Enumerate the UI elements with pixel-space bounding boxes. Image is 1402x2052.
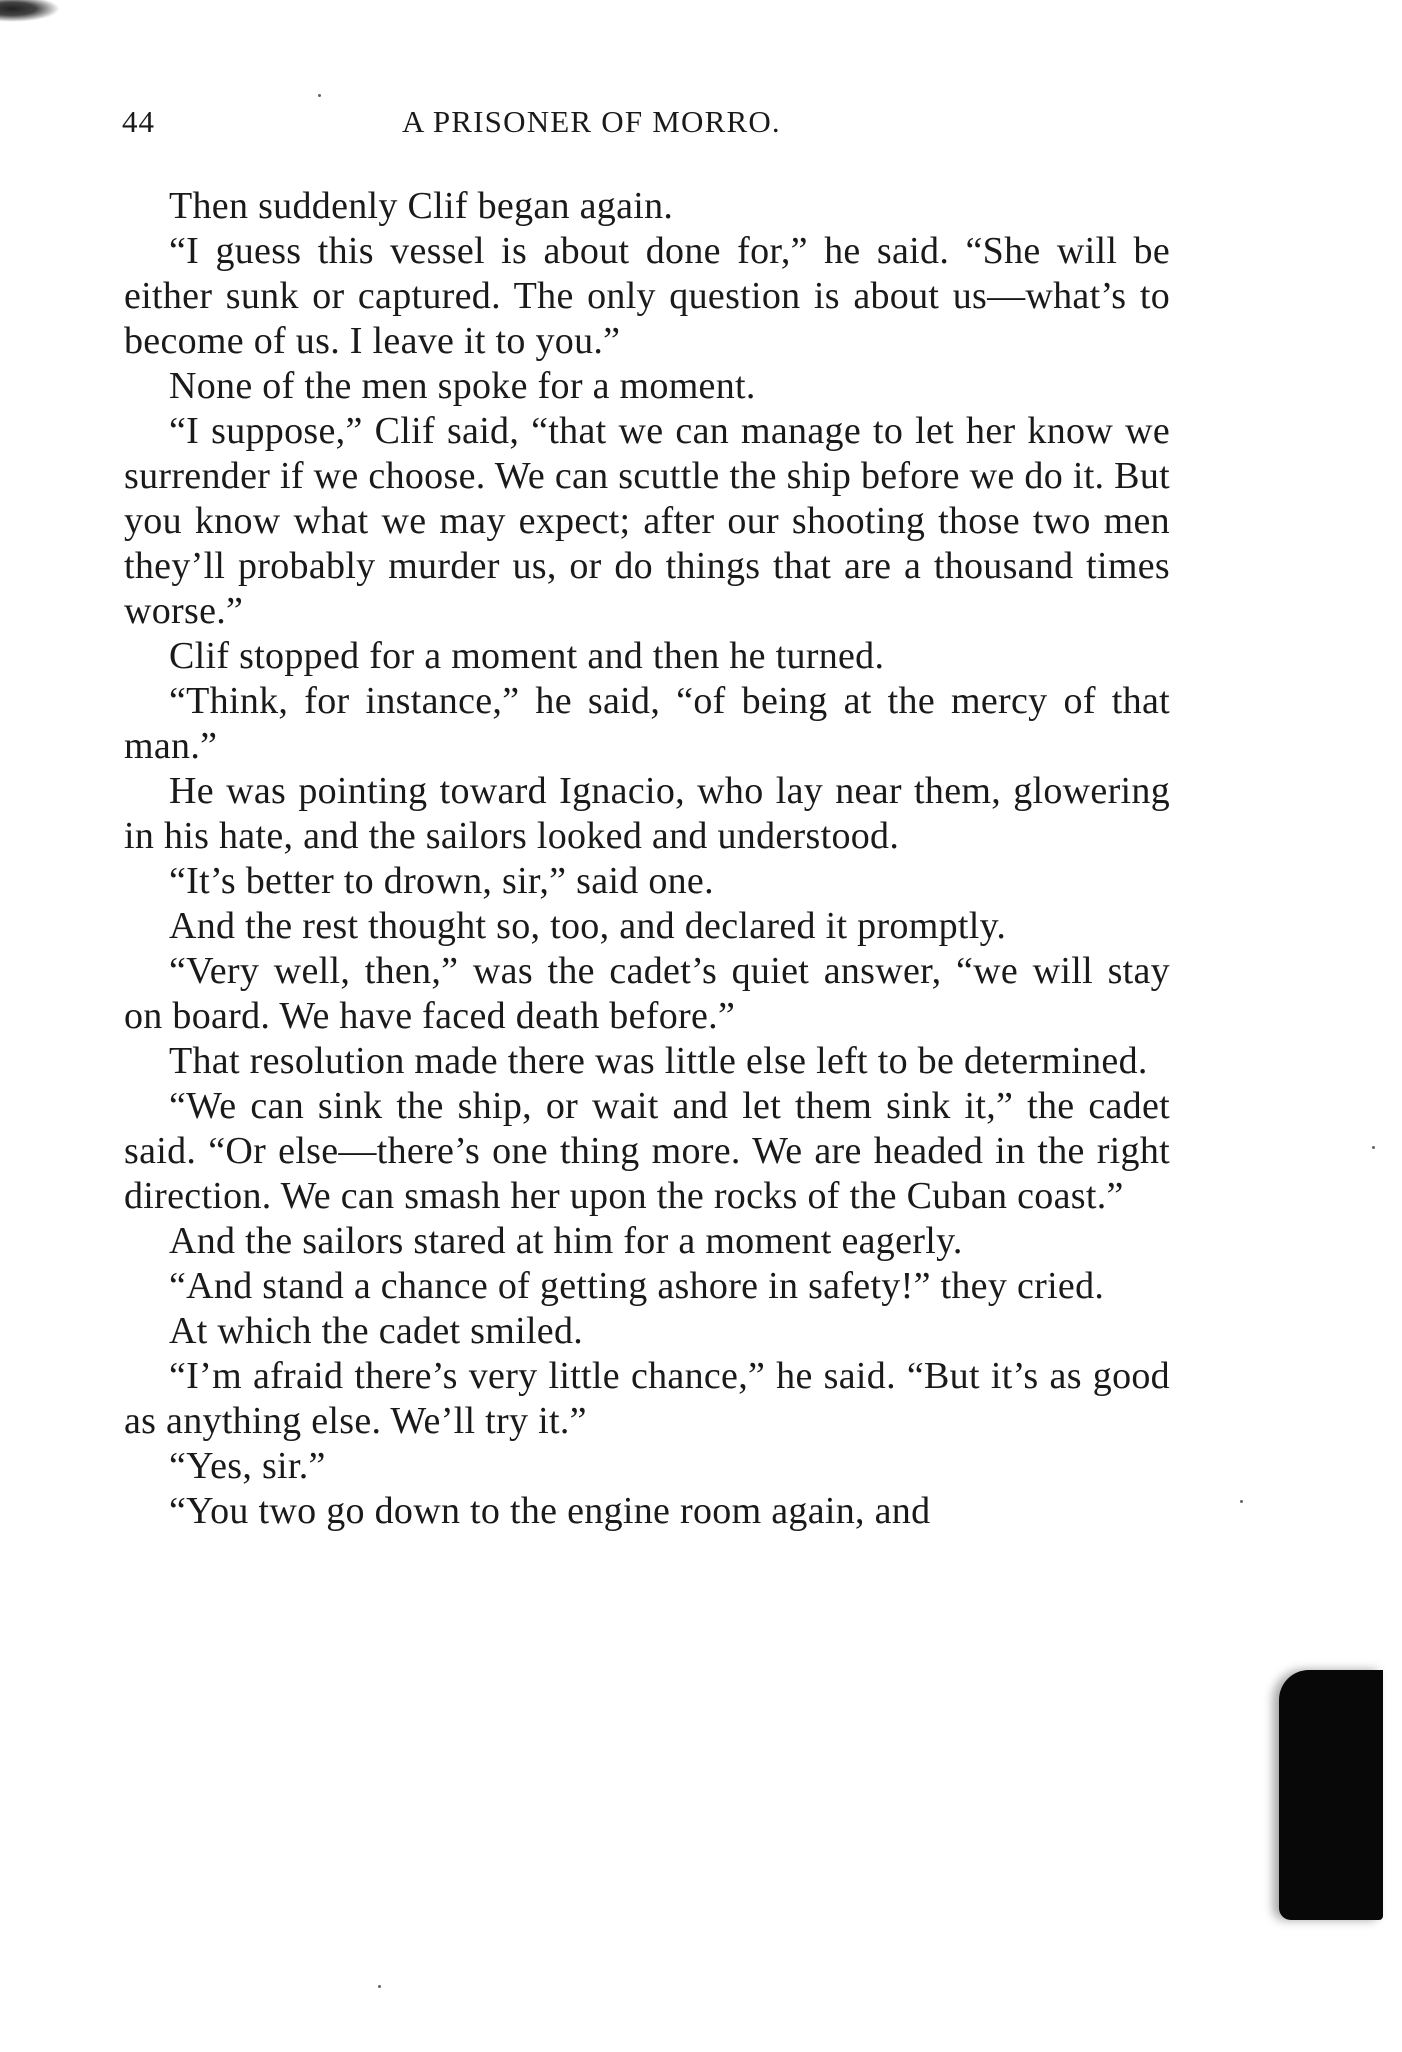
paragraph: “And stand a chance of getting ashore in safety!” they cried. (169, 1265, 1105, 1307)
running-title: A PRISONER OF MORRO. (402, 104, 781, 139)
scan-smudge-right (1279, 1670, 1383, 1920)
paragraph: “You two go down to the engine room again, and (169, 1490, 931, 1532)
scan-speck (318, 94, 321, 97)
scan-speck (378, 1985, 381, 1988)
paragraph: And the rest thought so, too, and declared it promptly. (169, 905, 1007, 947)
paragraph: “I suppose,” Clif said, “that we can manage to let her know we surrender if we choose. We can scuttle the ship before we do it. But you know what we may expect; after our shooting those two men they’ll probably murder us, or do things that are a thousand times worse.” (124, 410, 1170, 632)
page-header (122, 104, 1170, 148)
paragraph: “It’s better to drown, sir,” said one. (169, 860, 714, 902)
scan-speck (1240, 1500, 1243, 1503)
paragraph: “I guess this vessel is about done for,” he said. “She will be either sunk or captured. The only question is about us—what’s to become of us. I leave it to you.” (124, 230, 1170, 362)
paragraph: And the sailors stared at him for a moment eagerly. (169, 1220, 963, 1262)
paragraph: None of the men spoke for a moment. (169, 365, 756, 407)
page-number: 44 (122, 104, 155, 139)
body-text (124, 184, 1170, 1534)
paragraph: That resolution made there was little else left to be determined. (169, 1040, 1148, 1082)
paragraph: “Think, for instance,” he said, “of being at the mercy of that man.” (124, 680, 1170, 767)
scan-speck (1372, 1146, 1375, 1149)
paragraph: He was pointing toward Ignacio, who lay near them, glowering in his hate, and the sailors looked and understood. (124, 770, 1170, 857)
paragraph: “Very well, then,” was the cadet’s quiet answer, “we will stay on board. We have faced death before.” (124, 950, 1170, 1037)
paragraph: Clif stopped for a moment and then he turned. (169, 635, 885, 677)
scan-smudge-top (0, 0, 60, 22)
paragraph: “I’m afraid there’s very little chance,” he said. “But it’s as good as anything else. We’ll try it.” (124, 1355, 1170, 1442)
paragraph: At which the cadet smiled. (169, 1310, 584, 1352)
paragraph: “Yes, sir.” (169, 1445, 326, 1487)
paragraph: “We can sink the ship, or wait and let them sink it,” the cadet said. “Or else—there’s one thing more. We are headed in the right direction. We can smash her upon the rocks of the Cuban coast.” (124, 1085, 1170, 1217)
paragraph: Then suddenly Clif began again. (169, 185, 674, 227)
